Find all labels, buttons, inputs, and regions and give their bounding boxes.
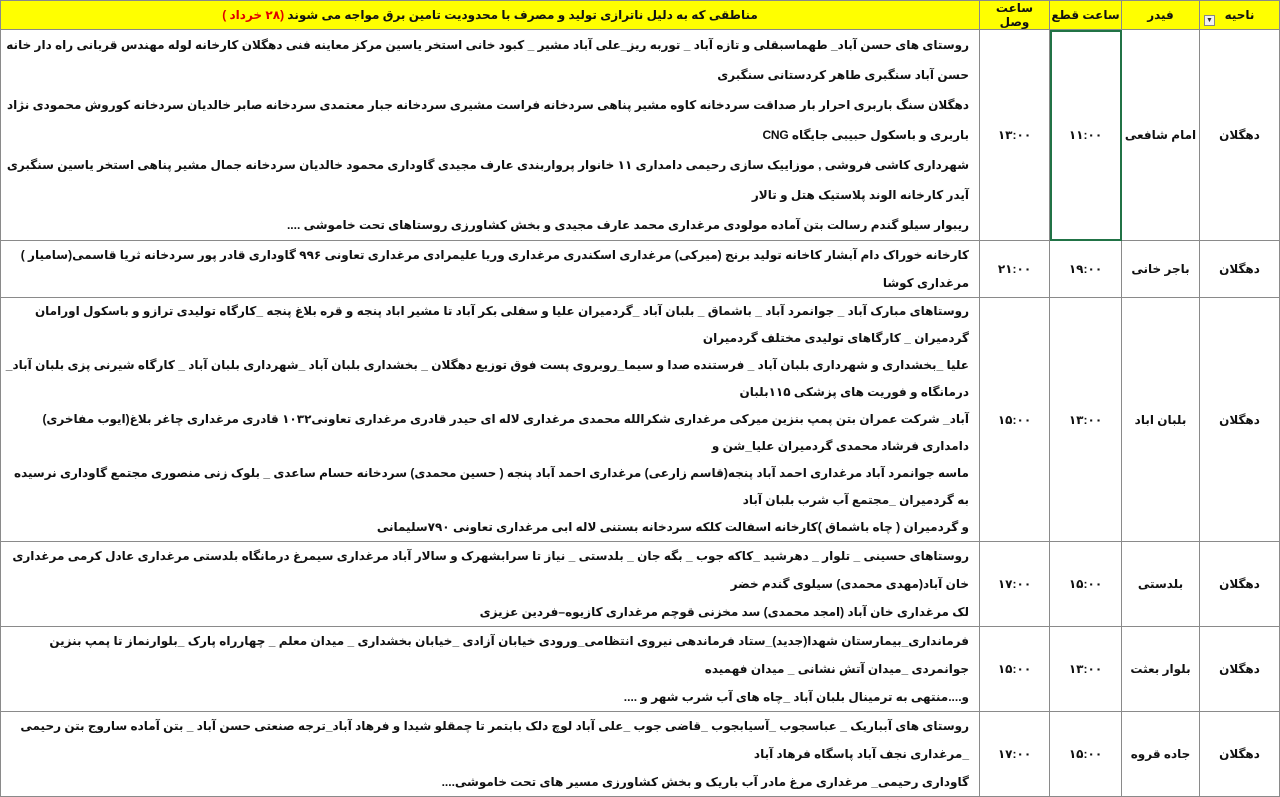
feeder-cell[interactable]: جاده قروه (1122, 712, 1200, 797)
connect-time-cell[interactable]: ۱۵:۰۰ (980, 298, 1050, 542)
areas-line: ماسه جوانمرد آباد مرغداری احمد آباد پنجه(قاسم زارعی) مرغداری احمد آباد پنجه ( حسین محمدی) سردخانه حسام ساعدی _ بلوک زنی منصوری مجتمع گاوداری نرسیده به گردمیران _مجتمع آب شرب بلبان آباد (13, 466, 969, 507)
feeder-cell[interactable]: بلبان اباد (1122, 298, 1200, 542)
title-text: مناطقی که به دلیل ناترازی تولید و مصرف با محدودیت تامین برق مواجه می شوند (287, 8, 758, 22)
table-row (1, 627, 1280, 712)
areas-cell[interactable] (1, 241, 980, 298)
areas-cell[interactable] (1, 542, 980, 627)
areas-line: روستای های آبباریک _ عباسجوب _آسیابجوب _قاضی جوب _علی آباد لوچ دلک بابتمر تا چمقلو شیدا و فرهاد آباد_ترجه صنعتی حسن آباد _ بتن آماده ساروج بتن رحیمی _مرغداری نجف آباد پاسگاه فرهاد آباد (20, 719, 969, 761)
areas-line: گاوداری رحیمی_ مرغداری مرغ مادر آب باریک و بخش کشاورزی مسیر های تحت خاموشی.... (441, 775, 969, 789)
header-region[interactable] (1200, 1, 1280, 30)
areas-cell[interactable] (1, 712, 980, 797)
region-cell[interactable]: دهگلان (1200, 627, 1280, 712)
table-row (1, 712, 1280, 797)
table-row (1, 298, 1280, 542)
connect-time-cell[interactable]: ۱۵:۰۰ (980, 627, 1050, 712)
areas-line: دهگلان سنگ باربری احرار بار صداقت سردخانه کاوه مشیر پناهی سردخانه فراست مشیری سردخانه جبار معتمدی سردخانه صابر خالدیان سردخانه کوروش محمودی نژاد باربری و باسکول حبیبی جایگاه CNG (7, 98, 969, 142)
table-row (1, 241, 1280, 298)
areas-line: روستاهای حسینی _ تلوار _ دهرشید _کاکه جوب _ بگه جان _ بلدستی _ نیاز تا سرابشهرک و سالار آباد مرغداری سیمرغ درمانگاه بلدستی مرغداری عادل کرمی مرغداری خان آباد(مهدی محمدی) سیلوی گندم خضر (12, 549, 969, 591)
header-cut-time[interactable]: ساعت قطع (1050, 1, 1122, 30)
feeder-cell[interactable]: بلوار بعثت (1122, 627, 1200, 712)
cut-time-cell[interactable]: ۱۹:۰۰ (1050, 241, 1122, 298)
areas-line: روستاهای مبارک آباد _ جوانمرد آباد _ باشماق _ بلبان آباد _گردمیران علیا و سفلی بکر آباد تا مشیر اباد پنجه و قره بلاغ پنجه _کارگاه تولیدی ترازو و باسکول اورامان گردمیران _ کارگاهای تولیدی مختلف گردمیران (34, 304, 969, 345)
feeder-cell[interactable]: امام شافعی (1122, 30, 1200, 241)
connect-time-cell[interactable]: ۱۳:۰۰ (980, 30, 1050, 241)
header-feeder[interactable]: فیدر (1122, 1, 1200, 30)
areas-line: علیا _بخشداری و شهرداری بلبان آباد _ فرستنده صدا و سیما_روبروی پست فوق توزیع دهگلان _ بخشداری بلبان آباد _شهرداری بلبان آباد _ کارگاه شیرنی پزی بلبان آباد_ درمانگاه و فوریت های پزشکی ۱۱۵بلبان (5, 358, 969, 399)
areas-line: روستای های حسن آباد_ طهماسبقلی و تازه آباد _ توربه ریز_علی آباد مشیر _ کبود خانی استخر یاسین مرکز معاینه فنی دهگلان کارخانه لوله مهندس قربانی راه دار خانه حسن آباد سنگبری طاهر کردستانی سنگبری (6, 38, 969, 82)
table-row (1, 30, 1280, 241)
areas-line: شهرداری کاشی فروشی , موزاییک سازی رحیمی دامداری ۱۱ خانوار پرواربندی عارف مجیدی گاوداری محمود خالدیان سردخانه جمال مشیر پناهی استخر یاسین سنگبری آیدر کارخانه الوند پلاستیک هتل و تالار (6, 158, 969, 202)
region-cell[interactable]: دهگلان (1200, 712, 1280, 797)
cut-time-cell[interactable]: ۱۵:۰۰ (1050, 712, 1122, 797)
areas-cell[interactable] (1, 298, 980, 542)
areas-line: آباد_ شرکت عمران بتن پمپ بنزین میرکی مرغداری شکرالله محمدی مرغداری لاله ای حیدر قادری مرغداری تعاونی۱۰۳۲ قادری مرغداری چاغر بلاغ(ایوب مفاخری) دامداری فرشاد محمدی گردمیران علیا_شن و (42, 412, 969, 453)
region-cell[interactable]: دهگلان (1200, 542, 1280, 627)
filter-icon[interactable]: ▼ (1204, 15, 1215, 26)
connect-time-cell[interactable]: ۱۷:۰۰ (980, 542, 1050, 627)
connect-time-cell[interactable]: ۱۷:۰۰ (980, 712, 1050, 797)
feeder-cell[interactable]: باجر خانی (1122, 241, 1200, 298)
areas-line: و....منتهی به ترمینال بلبان آباد _چاه های آب شرب شهر و .... (623, 690, 969, 704)
areas-line: ریبوار سیلو گندم رسالت بتن آماده مولودی مرغداری محمد عارف مجیدی و بخش کشاورزی روستاهای تحت خاموشی .... (286, 218, 969, 232)
region-cell[interactable]: دهگلان (1200, 241, 1280, 298)
cut-time-cell[interactable]: ۱۱:۰۰ (1050, 30, 1122, 241)
region-cell[interactable]: دهگلان (1200, 298, 1280, 542)
areas-line: و گردمیران ( چاه باشماق )کارخانه اسفالت کلکه سردخانه بستنی لاله ابی مرغداری تعاونی ۷۹۰سلیمانی (376, 520, 969, 534)
connect-time-cell[interactable]: ۲۱:۰۰ (980, 241, 1050, 298)
header-title[interactable] (1, 1, 980, 30)
cut-time-cell[interactable]: ۱۵:۰۰ (1050, 542, 1122, 627)
areas-line: لک مرغداری خان آباد (امجد محمدی) سد مخزنی قوچم مرغداری کازیوه–فردین عزیزی (479, 605, 969, 619)
cut-time-cell[interactable]: ۱۳:۰۰ (1050, 627, 1122, 712)
header-connect-time[interactable]: ساعت وصل (980, 1, 1050, 30)
table-row (1, 542, 1280, 627)
areas-cell[interactable] (1, 627, 980, 712)
title-date: (۲۸ خرداد ) (222, 8, 285, 22)
region-cell[interactable]: دهگلان (1200, 30, 1280, 241)
areas-line: کارخانه خوراک دام آبشار کاخانه تولید برنج (میرکی) مرغداری اسکندری مرغداری وریا علیمرادی مرغداری تعاونی ۹۹۶ گاوداری قادر پور سردخانه ثریا قاسمی(سامیار ) مرغداری کوشا (20, 248, 969, 290)
feeder-cell[interactable]: بلدستی (1122, 542, 1200, 627)
areas-line: فرمانداری_بیمارستان شهدا(جدید)_ستاد فرماندهی نیروی انتظامی_ورودی خیابان آزادی _خیابان بخشداری _ میدان معلم _ چهارراه پارک _بلوارنماز تا پمپ بنزین جوانمردی _میدان آتش نشانی _ میدان فهمیده (49, 634, 969, 676)
cut-time-cell[interactable]: ۱۳:۰۰ (1050, 298, 1122, 542)
header-region-label: ناحیه (1224, 8, 1255, 22)
areas-cell[interactable] (1, 30, 980, 241)
header-row (1, 1, 1280, 30)
